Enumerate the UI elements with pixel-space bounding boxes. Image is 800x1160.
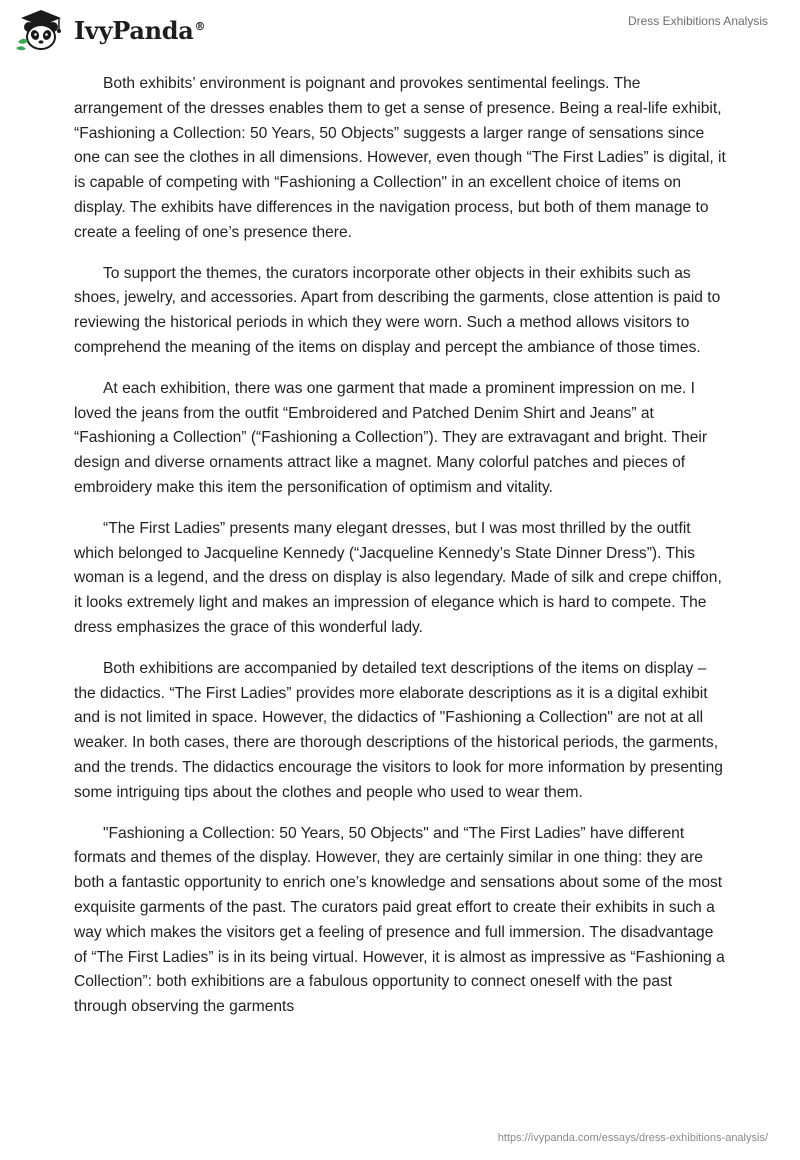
paragraph: At each exhibition, there was one garment that made a prominent impression on me. I loved the jeans from the outfit “Embroidered and Patched Denim Shirt and Jeans” at “Fashioning a Collection” (“Fashioning a Collection”). They are extravagant and bright. Their design and diverse ornaments attract like a magnet. Many colorful patches and pieces of embroidery make this item the personification of optimism and vitality. <box>74 379 708 496</box>
paragraph: To support the themes, the curators incorporate other objects in their exhibits such as shoes, jewelry, and accessories. Apart from describing the garments, close attention is paid to reviewing the historical periods in which they were worn. Such a method allows visitors to comprehend the meaning of the items on display and percept the ambiance of those times. <box>74 264 721 356</box>
paragraph: "Fashioning a Collection: 50 Years, 50 Objects" and “The First Ladies” have different formats and themes of the display. However, they are certainly similar in one thing: they are both a fantastic opportunity to enrich one’s knowledge and sensations about some of the most exquisite garments of the past. The curators paid great effort to create their exhibits in such a way which makes the visitors get a feeling of presence and full immersion. The disadvantage of “The First Ladies” is in its being virtual. However, it is almost as impressive as “Fashioning a Collection”: both exhibitions are a fabulous opportunity to connect oneself with the past through observing the garments <box>74 824 725 1016</box>
essay-body <box>74 72 726 1036</box>
document-title: Dress Exhibitions Analysis <box>627 14 768 28</box>
panda-graduate-icon <box>14 8 68 52</box>
page-header <box>0 0 800 60</box>
source-url-link[interactable]: https://ivypanda.com/essays/dress-exhibitions-analysis/ <box>497 1132 768 1144</box>
ivypanda-logo[interactable] <box>14 8 205 52</box>
paragraph: Both exhibits’ environment is poignant and provokes sentimental feelings. The arrangement of the dresses enables them to get a sense of presence. Being a real-life exhibit, “Fashioning a Collection: 50 Years, 50 Objects” suggests a larger range of sensations since one can see the clothes in all dimensions. However, even though “The First Ladies” is digital, it is capable of competing with “Fashioning a Collection" in an excellent choice of items on display. The exhibits have differences in the navigation process, but both of them manage to create a feeling of one’s presence there. <box>74 75 726 241</box>
paragraph: Both exhibitions are accompanied by detailed text descriptions of the items on display – the didactics. “The First Ladies” provides more elaborate descriptions as it is a digital exhibit and is not limited in space. However, the didactics of "Fashioning a Collection" are not at all weaker. In both cases, there are thorough descriptions of the historical periods, the garments, and the trends. The didactics encourage the visitors to look for more information by presenting some intriguing tips about the clothes and people who used to wear them. <box>74 659 723 801</box>
logo-wordmark: IvyPanda® <box>74 15 206 45</box>
paragraph: “The First Ladies” presents many elegant dresses, but I was most thrilled by the outfit which belonged to Jacqueline Kennedy (“Jacqueline Kennedy’s State Dinner Dress”). This woman is a legend, and the dress on display is also legendary. Made of silk and crepe chiffon, it looks extremely light and makes an impression of elegance which is hard to compete. The dress emphasizes the grace of this wonderful lady. <box>74 519 722 636</box>
